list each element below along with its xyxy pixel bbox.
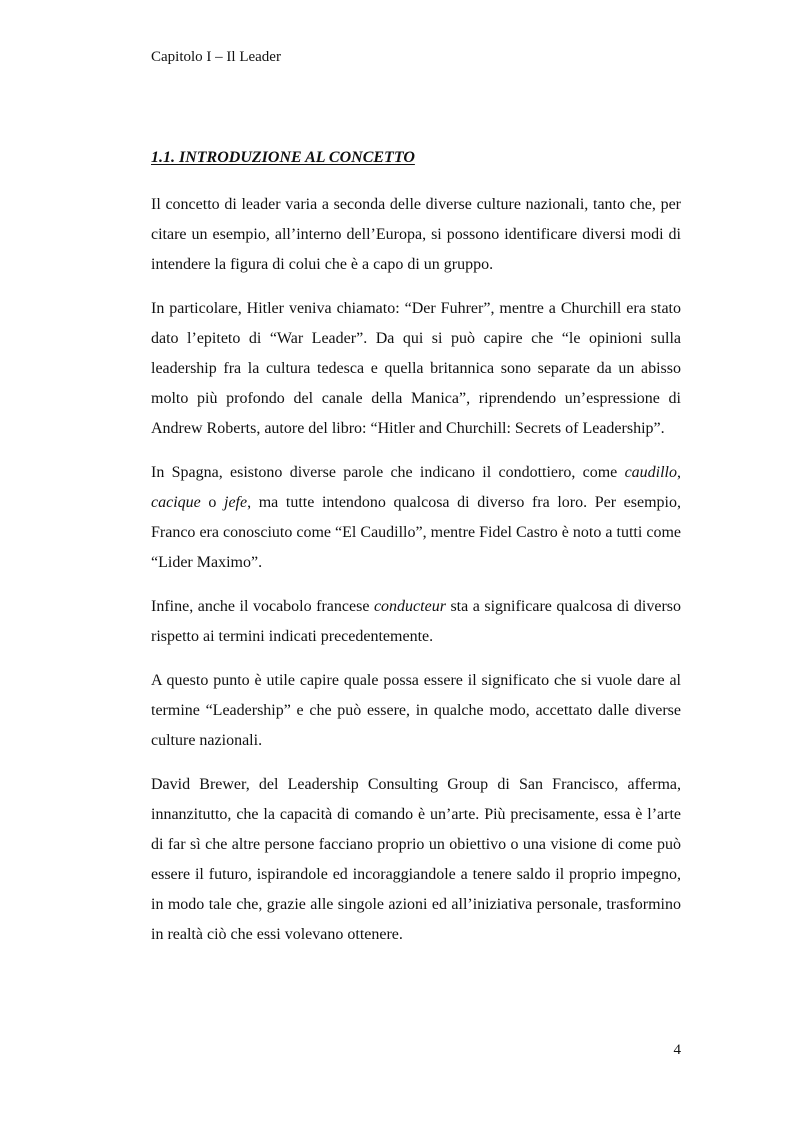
page-number: 4 [673,1042,681,1058]
paragraph-3 [151,458,681,578]
paragraph-5: A questo punto è utile capire quale possa essere il significato che si vuole dare al termine “Leadership” e che può essere, in qualche modo, accettato dalle diverse culture nazionali. [151,672,681,749]
term-jefe: jefe [224,494,248,511]
term-cacique: cacique [151,494,201,511]
paragraph-4 [151,592,681,652]
running-header: Capitolo I – Il Leader [151,49,281,65]
paragraph-3-separator: o [200,494,224,511]
paragraph-3-intro: In Spagna, esistono diverse parole che indicano il condottiero, come [151,464,625,481]
main-content [151,146,681,964]
paragraph-2: In particolare, Hitler veniva chiamato: “Der Fuhrer”, mentre a Churchill era stato dato l’epiteto di “War Leader”. Da qui si può capire che “le opinioni sulla leadership fra la cultura tedesca e quella britannica sono separate da un abisso molto più profondo del canale della Manica”, riprendendo un’espressione di Andrew Roberts, autore del libro: “Hitler and Churchill: Secrets of Leadership”. [151,300,681,437]
paragraph-4-intro: Infine, anche il vocabolo francese [151,598,374,615]
paragraph-1: Il concetto di leader varia a seconda delle diverse culture nazionali, tanto che, per citare un esempio, all’interno dell’Europa, si possono identificare diversi modi di intendere la figura di colui che è a capo di un gruppo. [151,196,681,273]
paragraph-3-separator: , [677,464,681,481]
paragraph-4-rest: sta a significare qualcosa di diverso rispetto ai termini indicati precedentemente. [151,598,681,645]
section-heading: 1.1. INTRODUZIONE AL CONCETTO [151,149,415,166]
term-conducteur: conducteur [373,598,446,615]
term-caudillo: caudillo [624,464,677,481]
paragraph-6: David Brewer, del Leadership Consulting Group di San Francisco, afferma, innanzitutto, che la capacità di comando è un’arte. Più precisamente, essa è l’arte di far sì che altre persone facciano proprio un obiettivo o una visione di come può essere il futuro, ispirandole ed incoraggiandole a tenere saldo il proprio impegno, in modo tale che, grazie alle singole azioni ed all’iniziativa personale, trasformino in realtà ciò che essi volevano ottenere. [151,776,681,943]
paragraph-3-rest: , ma tutte intendono qualcosa di diverso fra loro. Per esempio, Franco era conosciuto come “El Caudillo”, mentre Fidel Castro è noto a tutti come “Lider Maximo”. [151,494,681,571]
